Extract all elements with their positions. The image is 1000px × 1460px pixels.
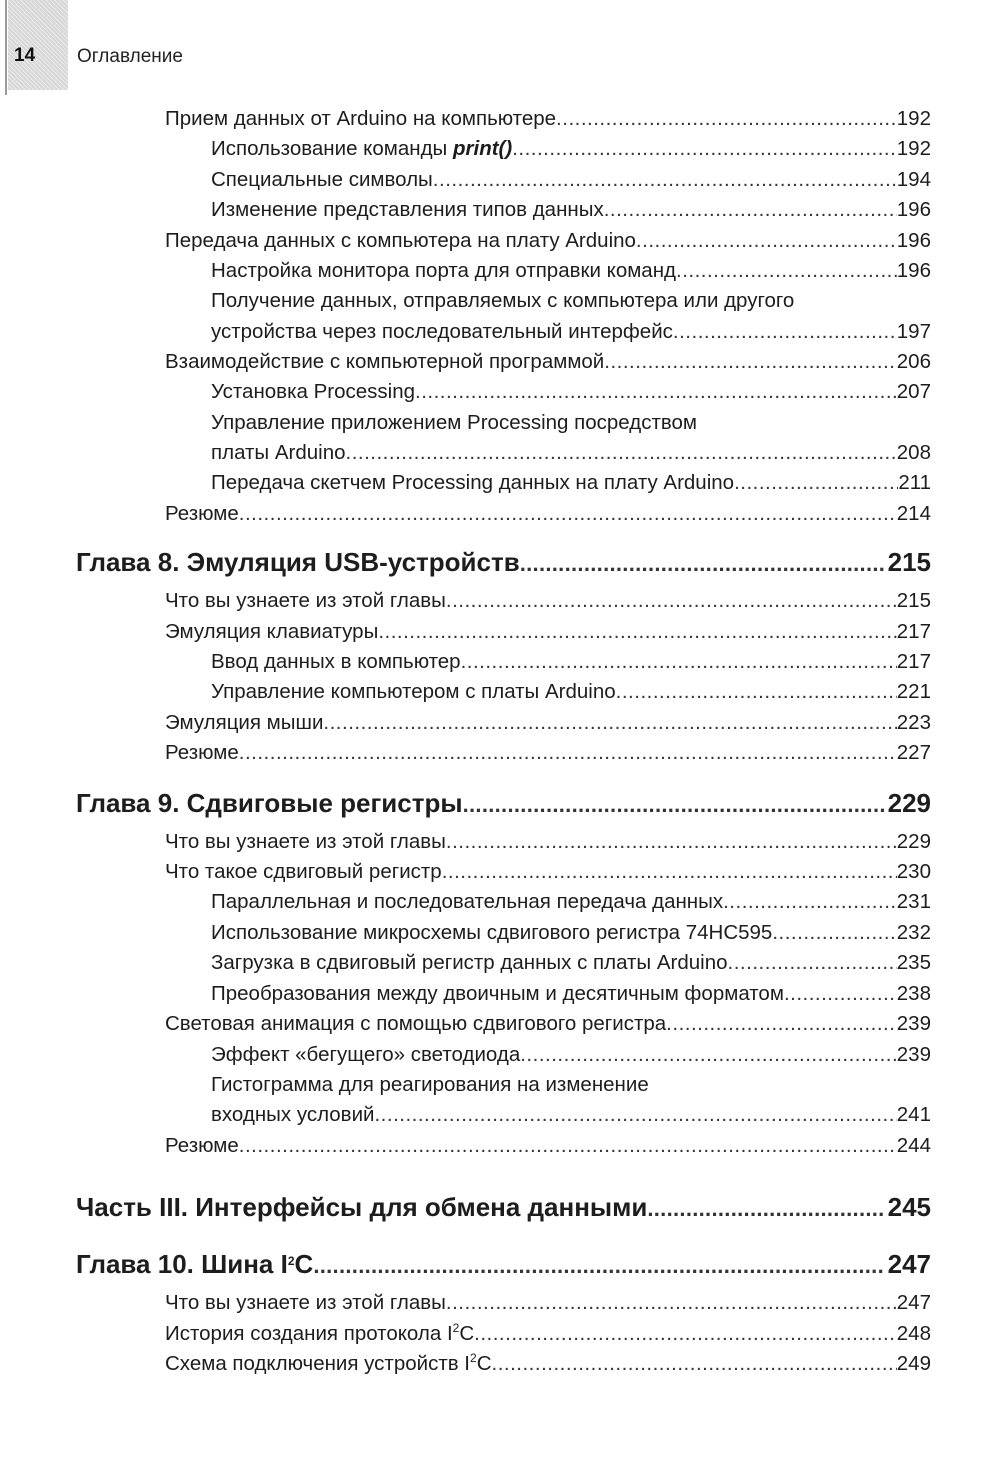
toc-chapter[interactable] (76, 1244, 931, 1284)
code-term: print() (453, 137, 513, 160)
leader-dots (772, 918, 896, 948)
toc-entry[interactable] (165, 347, 931, 377)
leader-dots (492, 1349, 897, 1379)
page-number: 14 (14, 45, 36, 66)
leader-dots (446, 827, 897, 857)
toc-entry[interactable] (165, 499, 931, 529)
toc-entry-title-text: C (476, 1352, 492, 1375)
leader-dots (673, 317, 897, 347)
toc-entry-title: Установка Processing (211, 380, 415, 403)
toc-part[interactable] (76, 1187, 931, 1227)
toc-entry-title: Световая анимация с помощью сдвигового регистра (165, 1012, 667, 1035)
toc-entry[interactable] (211, 887, 931, 917)
toc-entry-title: Эмуляция мыши (165, 711, 324, 734)
toc-entry-page: 215 (896, 589, 931, 612)
toc-entry[interactable] (165, 1131, 931, 1161)
toc-entry-title-text: C (459, 1322, 475, 1345)
leader-dots (239, 1131, 897, 1161)
leader-dots (604, 195, 897, 225)
toc-entry-title: Использование микросхемы сдвигового регистра 74HC595 (211, 921, 773, 944)
toc-entry[interactable] (211, 134, 931, 164)
toc-entry-title: Эмуляция клавиатуры (165, 620, 379, 643)
toc-chapter-page: 215 (887, 547, 931, 577)
leader-dots (239, 738, 897, 768)
leader-dots (346, 438, 897, 468)
toc-entry-title-text: История создания протокола I (165, 1322, 453, 1345)
toc-entry[interactable] (211, 438, 931, 468)
leader-dots (604, 347, 897, 377)
toc-part-title: Часть III. Интерфейсы для обмена данными (76, 1192, 648, 1222)
leader-dots (446, 1288, 897, 1318)
leader-dots (676, 256, 897, 286)
toc-entry-page: 235 (896, 951, 931, 974)
toc-entry-page: 196 (896, 229, 931, 252)
toc-entry[interactable] (165, 1009, 931, 1039)
toc-entry[interactable] (165, 738, 931, 768)
leader-dots (378, 617, 896, 647)
toc-entry-title: платы Arduino (211, 441, 346, 464)
leader-dots (728, 948, 897, 978)
toc-entry-title-line1[interactable]: Получение данных, отправляемых с компьютера или другого (211, 289, 795, 312)
leader-dots (463, 785, 884, 825)
toc-entry-page: 196 (896, 198, 931, 221)
toc-entry-page: 207 (896, 380, 931, 403)
toc-entry-title: Преобразования между двоичным и десятичным форматом (211, 982, 784, 1005)
toc-chapter[interactable] (76, 783, 931, 823)
toc-entry-page: 196 (896, 259, 931, 282)
leader-dots (636, 226, 897, 256)
toc-entry-page: 239 (896, 1012, 931, 1035)
toc-entry-page: 217 (896, 620, 931, 643)
leader-dots (374, 1100, 896, 1130)
toc-entry-page: 221 (896, 680, 931, 703)
toc-entry-page: 241 (896, 1103, 931, 1126)
toc-entry[interactable] (165, 617, 931, 647)
toc-entry[interactable] (211, 1040, 931, 1070)
toc-entry-page: 239 (896, 1043, 931, 1066)
toc-chapter-title-text: Глава 10. Шина I (76, 1249, 288, 1279)
toc-entry-page: 227 (896, 741, 931, 764)
toc-entry-title: Что вы узнаете из этой главы (165, 830, 446, 853)
toc-entry-page: 247 (896, 1291, 931, 1314)
toc-entry-page: 248 (896, 1322, 931, 1345)
toc-entry-title: устройства через последовательный интерфейс (211, 320, 673, 343)
toc-entry-page: 230 (896, 860, 931, 883)
toc-entry-page: 206 (896, 350, 931, 373)
toc-entry-title: Эффект «бегущего» светодиода (211, 1043, 521, 1066)
leader-dots (723, 887, 897, 917)
toc-entry-title: Передача скетчем Processing данных на плату Arduino (211, 471, 735, 494)
leader-dots (512, 134, 897, 164)
leader-dots (313, 1246, 883, 1286)
toc-entry-page: 208 (896, 441, 931, 464)
toc-entry[interactable] (165, 827, 931, 857)
leader-dots (734, 468, 898, 498)
toc-entry-page: 231 (896, 890, 931, 913)
toc-entry[interactable] (165, 708, 931, 738)
toc-entry[interactable] (165, 1319, 931, 1349)
leader-dots (461, 647, 897, 677)
leader-dots (433, 165, 897, 195)
toc-entry-title (165, 1319, 474, 1349)
toc-entry-page: 244 (896, 1134, 931, 1157)
toc-entry-page: 197 (896, 320, 931, 343)
toc-entry[interactable] (211, 165, 931, 195)
toc-chapter-title (76, 1244, 313, 1284)
toc-entry-page: 223 (896, 711, 931, 734)
toc-entry[interactable] (211, 377, 931, 407)
toc-entry-title: Прием данных от Arduino на компьютере (165, 107, 557, 130)
toc-entry-page: 211 (898, 471, 931, 494)
toc-entry[interactable] (165, 1288, 931, 1318)
toc-entry-title: Специальные символы (211, 168, 433, 191)
toc-entry[interactable] (211, 195, 931, 225)
toc-entry-title: Что вы узнаете из этой главы (165, 589, 446, 612)
toc-entry-page: 238 (896, 982, 931, 1005)
leader-dots (616, 677, 897, 707)
toc-entry-title: Изменение представления типов данных (211, 198, 604, 221)
leader-dots (474, 1319, 897, 1349)
toc-entry[interactable] (211, 317, 931, 347)
toc-entry[interactable] (165, 104, 931, 134)
toc-entry-title: Загрузка в сдвиговый регистр данных с платы Arduino (211, 951, 728, 974)
toc-entry-page: 232 (896, 921, 931, 944)
leader-dots (415, 377, 897, 407)
superscript: 2 (452, 1321, 460, 1335)
toc-entry-title-line1[interactable]: Гистограмма для реагирования на изменение (211, 1073, 649, 1096)
toc-entry-title: Управление компьютером с платы Arduino (211, 680, 616, 703)
toc-entry[interactable] (211, 979, 931, 1009)
toc-entry-title: Передача данных с компьютера на плату Arduino (165, 229, 636, 252)
toc-entry[interactable] (165, 1349, 931, 1379)
leader-dots (520, 1040, 897, 1070)
toc-entry-title: Резюме (165, 1134, 239, 1157)
toc-entry[interactable] (211, 918, 931, 948)
toc-entry-title-text: Схема подключения устройств I (165, 1352, 470, 1375)
toc-chapter-title: Глава 9. Сдвиговые регистры (76, 788, 463, 818)
page-header (0, 0, 1000, 95)
toc-entry[interactable] (211, 468, 931, 498)
toc-entry-title: Резюме (165, 741, 239, 764)
toc-entry-title: Ввод данных в компьютер (211, 650, 461, 673)
leader-dots (556, 104, 897, 134)
toc-entry-page: 217 (896, 650, 931, 673)
toc-entry-title-text: Использование команды (211, 137, 453, 160)
leader-dots (520, 544, 884, 584)
toc-entry-page: 249 (896, 1352, 931, 1375)
toc-chapter[interactable] (76, 542, 931, 582)
toc-entry-title (211, 134, 512, 164)
leader-dots (323, 708, 896, 738)
toc-entry[interactable] (211, 948, 931, 978)
toc-entry[interactable] (211, 1100, 931, 1130)
toc-entry-title: Взаимодействие с компьютерной программой (165, 350, 605, 373)
toc-entry-title: Параллельная и последовательная передача данных (211, 890, 724, 913)
toc-entry-page: 214 (896, 502, 931, 525)
toc-entry-title (165, 1349, 492, 1379)
leader-dots (666, 1009, 897, 1039)
toc-entry-title: Настройка монитора порта для отправки команд (211, 259, 676, 282)
leader-dots (442, 857, 897, 887)
leader-dots (446, 586, 897, 616)
toc-entry[interactable] (165, 857, 931, 887)
toc-chapter-title: Глава 8. Эмуляция USB-устройств (76, 547, 520, 577)
leader-dots (239, 499, 897, 529)
toc-entry-page: 192 (896, 107, 931, 130)
toc-entry-title-line1[interactable]: Управление приложением Processing посредством (211, 411, 698, 434)
toc-chapter-page: 229 (887, 788, 931, 818)
toc-entry[interactable] (165, 586, 931, 616)
toc-entry[interactable] (211, 256, 931, 286)
toc-entry-page: 229 (896, 830, 931, 853)
superscript: 2 (470, 1351, 477, 1365)
superscript: 2 (287, 1254, 295, 1268)
toc-entry-title: Что такое сдвиговый регистр (165, 860, 442, 883)
toc-chapter-title-text: C (294, 1249, 314, 1279)
toc-entry[interactable] (165, 226, 931, 256)
running-title: Оглавление (77, 46, 183, 67)
toc-entry[interactable] (211, 677, 931, 707)
leader-dots (647, 1189, 883, 1229)
toc-entry-page: 194 (896, 168, 931, 191)
leader-dots (784, 979, 897, 1009)
toc-chapter-page: 247 (887, 1249, 931, 1279)
header-rule (5, 0, 7, 95)
toc-entry-title: Резюме (165, 502, 239, 525)
toc-part-page: 245 (887, 1192, 931, 1222)
toc-entry-page: 192 (896, 137, 931, 160)
toc-entry[interactable] (211, 647, 931, 677)
toc-entry-title: входных условий (211, 1103, 375, 1126)
toc-entry-title: Что вы узнаете из этой главы (165, 1291, 446, 1314)
